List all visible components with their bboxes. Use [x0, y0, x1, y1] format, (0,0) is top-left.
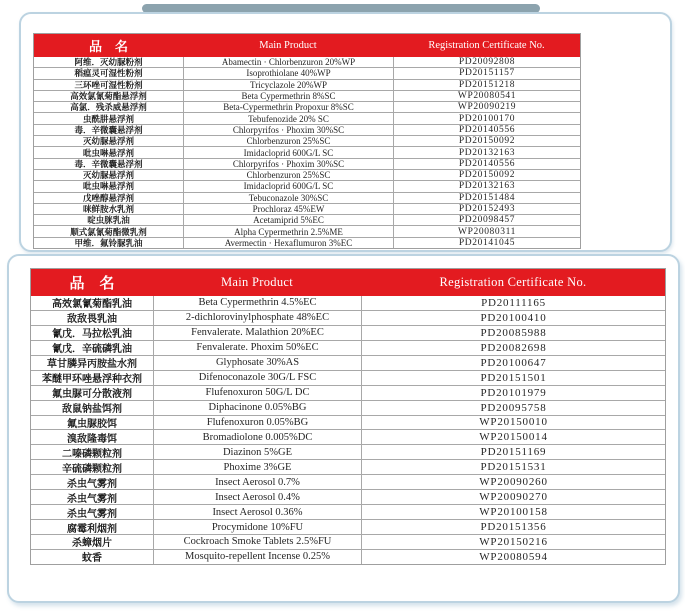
table-row [31, 355, 665, 370]
table-row [34, 180, 580, 191]
cell-product-name-cn: 戊唑醇悬浮剂 [82, 193, 134, 203]
table-row [34, 57, 580, 67]
cell-main-product: Procymidone 10%FU [153, 520, 361, 534]
column-header-product-name-cn: 品 名 [69, 274, 115, 292]
cell-main-product: Chlorbenzuron 25%SC [183, 136, 393, 146]
cell-product-name-cn: 灭幼脲悬浮剂 [82, 171, 134, 181]
column-header-main-product: Main Product [259, 40, 317, 51]
cell-product-name-cn: 蚊香 [82, 553, 102, 564]
table-row [34, 214, 580, 225]
cell-product-name-cn: 虫酰肼悬浮剂 [82, 114, 134, 124]
cell-main-product: Cockroach Smoke Tablets 2.5%FU [153, 535, 361, 549]
table-body [34, 57, 580, 248]
cell-product-name-cn: 苯醚甲环唑悬浮种衣剂 [42, 374, 142, 385]
cell-registration-certificate-no: WP20080311 [393, 226, 580, 236]
cell-main-product: Bromadiolone 0.005%DC [153, 430, 361, 444]
cell-main-product: Phoxime 3%GE [153, 460, 361, 474]
cell-product-name-cn: 氟虫脲胶饵 [67, 418, 117, 430]
table-row [31, 459, 665, 474]
cell-registration-certificate-no: PD20085988 [361, 326, 665, 340]
cell-registration-certificate-no: PD20150092 [393, 170, 580, 180]
column-header-registration-certificate-no: Registration Certificate No. [439, 275, 587, 289]
cell-product-name-cn: 毒．辛微囊悬浮剂 [74, 159, 143, 169]
cell-main-product: Insect Aerosol 0.7% [153, 475, 361, 489]
cell-product-name-cn: 甲维．氟铃脲乳油 [74, 238, 143, 249]
cell-registration-certificate-no: PD20152493 [393, 204, 580, 214]
cell-product-name-cn: 吡虫啉悬浮剂 [82, 182, 134, 192]
table-header-row [34, 34, 580, 57]
cell-registration-certificate-no: WP20090219 [393, 102, 580, 112]
table-row [34, 158, 580, 169]
table-row [34, 67, 580, 78]
table-row [34, 225, 580, 236]
cell-product-name-cn: 灭幼脲悬浮剂 [82, 137, 134, 147]
cell-registration-certificate-no: WP20100158 [361, 505, 665, 519]
cell-registration-certificate-no: PD20140556 [393, 159, 580, 169]
cell-registration-certificate-no: PD20092808 [393, 57, 580, 67]
table-row [31, 474, 665, 489]
cell-product-name-cn: 草甘膦异丙胺盐水剂 [47, 359, 137, 370]
table-row [34, 169, 580, 180]
cell-product-name-cn: 高效氯氰菊酯悬浮剂 [70, 92, 147, 102]
table-row [34, 101, 580, 112]
cell-registration-certificate-no: WP20150014 [361, 430, 665, 444]
cell-main-product: Abamectin · Chlorbenzuron 20%WP [183, 57, 393, 67]
cell-product-name-cn: 敌鼠钠盐饵剂 [62, 404, 122, 415]
cell-registration-certificate-no: WP20150216 [361, 535, 665, 549]
table-row [31, 310, 665, 325]
cell-main-product: Prochloraz 45%EW [183, 204, 393, 214]
cell-registration-certificate-no: PD20111165 [361, 296, 665, 310]
table-row [31, 325, 665, 340]
cell-main-product: Alpha Cypermethrin 2.5%ME [183, 226, 393, 236]
cell-main-product: Chlorpyrifos · Phoxim 30%SC [183, 125, 393, 135]
cell-registration-certificate-no: PD20100647 [361, 356, 665, 370]
cell-registration-certificate-no: WP20150010 [361, 416, 665, 430]
cell-product-name-cn: 杀虫气雾剂 [67, 493, 117, 505]
table-row [34, 135, 580, 146]
table-row [34, 146, 580, 157]
cell-product-name-cn: 咪鲜胺水乳剂 [82, 205, 134, 215]
table-header-row [31, 269, 665, 296]
cell-main-product: Avermectin · Hexaflumuron 3%EC [183, 238, 393, 248]
cell-registration-certificate-no: PD20151501 [361, 371, 665, 385]
cell-product-name-cn: 氰戊．辛硫磷乳油 [52, 344, 132, 355]
table-row [34, 237, 580, 248]
cell-product-name-cn: 高效氯氰菊酯乳油 [52, 299, 132, 310]
registration-table-2 [30, 268, 666, 565]
cell-main-product: Imidacloprid 600G/L SC [183, 181, 393, 191]
cell-main-product: Fenvalerate. Phoxim 50%EC [153, 341, 361, 355]
cell-product-name-cn: 杀虫气雾剂 [67, 508, 117, 520]
cell-product-name-cn: 腐霉利烟剂 [67, 523, 117, 534]
cell-product-name-cn: 溴敌隆毒饵 [67, 433, 117, 445]
cell-main-product: Tebuconazole 30%SC [183, 193, 393, 203]
table-row [34, 192, 580, 203]
cell-main-product: Difenoconazole 30G/L FSC [153, 371, 361, 385]
cell-product-name-cn: 毒．辛微囊悬浮剂 [74, 125, 143, 136]
cell-registration-certificate-no: PD20100170 [393, 113, 580, 123]
table-row [31, 340, 665, 355]
table-body [31, 296, 665, 564]
table-row [31, 385, 665, 400]
table-row [34, 112, 580, 123]
table-row [31, 429, 665, 444]
cell-registration-certificate-no: PD20095758 [361, 401, 665, 415]
cell-product-name-cn: 高氯．残杀威悬浮剂 [70, 103, 147, 113]
cell-product-name-cn: 敌敌畏乳油 [67, 314, 117, 325]
cell-product-name-cn: 稻瘟灵可湿性粉剂 [74, 69, 143, 79]
cell-registration-certificate-no: PD20132163 [393, 147, 580, 157]
table-row [34, 203, 580, 214]
cell-registration-certificate-no: WP20090270 [361, 490, 665, 504]
cell-main-product: Diazinon 5%GE [153, 445, 361, 459]
cell-registration-certificate-no: PD20151218 [393, 80, 580, 90]
cell-main-product: Isoprothiolane 40%WP [183, 68, 393, 78]
cell-registration-certificate-no: PD20151169 [361, 445, 665, 459]
table-row [34, 124, 580, 135]
cell-registration-certificate-no: WP20080541 [393, 91, 580, 101]
cell-registration-certificate-no: PD20141045 [393, 238, 580, 248]
cell-main-product: Acetamiprid 5%EC [183, 215, 393, 225]
table-row [34, 90, 580, 101]
table-row [34, 79, 580, 90]
cell-product-name-cn: 杀虫气雾剂 [67, 478, 117, 490]
cell-main-product: Diphacinone 0.05%BG [153, 401, 361, 415]
cell-product-name-cn: 三环唑可湿性粉剂 [74, 80, 143, 90]
table-row [31, 444, 665, 459]
cell-registration-certificate-no: PD20082698 [361, 341, 665, 355]
table-row [31, 549, 665, 564]
cell-registration-certificate-no: WP20090260 [361, 475, 665, 489]
cell-registration-certificate-no: WP20080594 [361, 550, 665, 564]
cell-product-name-cn: 啶虫脒乳油 [87, 216, 130, 226]
cell-registration-certificate-no: PD20100410 [361, 311, 665, 325]
cell-registration-certificate-no: PD20101979 [361, 386, 665, 400]
cell-main-product: Beta-Cypermethrin Propoxur 8%SC [183, 102, 393, 112]
table-row [31, 400, 665, 415]
cell-main-product: Glyphosate 30%AS [153, 356, 361, 370]
cell-registration-certificate-no: PD20151157 [393, 68, 580, 78]
cell-registration-certificate-no: PD20098457 [393, 215, 580, 225]
cell-main-product: Beta Cypermethrin 4.5%EC [153, 296, 361, 310]
column-header-registration-certificate-no: Registration Certificate No. [428, 40, 545, 51]
table-row [31, 534, 665, 549]
cell-main-product: Beta Cypermethrin 8%SC [183, 91, 393, 101]
cell-main-product: Tebufenozide 20% SC [183, 113, 393, 123]
cell-main-product: Insect Aerosol 0.4% [153, 490, 361, 504]
cell-product-name-cn: 二嗪磷颗粒剂 [62, 448, 122, 460]
cell-main-product: Imidacloprid 600G/L SC [183, 147, 393, 157]
cell-main-product: 2-dichlorovinylphosphate 48%EC [153, 311, 361, 325]
cell-product-name-cn: 阿维．灭幼脲粉剂 [74, 58, 143, 68]
cell-registration-certificate-no: PD20151356 [361, 520, 665, 534]
cell-main-product: Chlorbenzuron 25%SC [183, 170, 393, 180]
table-row [31, 504, 665, 519]
cell-main-product: Mosquito-repellent Incense 0.25% [153, 550, 361, 564]
cell-main-product: Chlorpyrifos · Phoxim 30%SC [183, 159, 393, 169]
cell-product-name-cn: 氟虫脲可分散液剂 [52, 389, 132, 400]
table-row [31, 415, 665, 430]
cell-product-name-cn: 顺式氯氰菊酯微乳剂 [70, 227, 147, 237]
cell-main-product: Flufenoxuron 0.05%BG [153, 416, 361, 430]
cell-main-product: Fenvalerate. Malathion 20%EC [153, 326, 361, 340]
table-row [31, 519, 665, 534]
column-header-product-name-cn: 品 名 [88, 40, 128, 55]
cell-registration-certificate-no: PD20151531 [361, 460, 665, 474]
cell-product-name-cn: 吡虫啉悬浮剂 [82, 148, 134, 158]
registration-table-1 [33, 33, 581, 249]
cell-registration-certificate-no: PD20140556 [393, 125, 580, 135]
column-header-main-product: Main Product [221, 275, 293, 289]
table-row [31, 296, 665, 310]
table-row [31, 489, 665, 504]
cell-main-product: Insect Aerosol 0.36% [153, 505, 361, 519]
cell-product-name-cn: 氰戊．马拉松乳油 [52, 329, 132, 340]
cell-registration-certificate-no: PD20132163 [393, 181, 580, 191]
cell-product-name-cn: 辛硫磷颗粒剂 [62, 463, 122, 475]
cell-registration-certificate-no: PD20151484 [393, 193, 580, 203]
cell-main-product: Flufenoxuron 50G/L DC [153, 386, 361, 400]
cell-registration-certificate-no: PD20150092 [393, 136, 580, 146]
cell-main-product: Tricyclazole 20%WP [183, 80, 393, 90]
cell-product-name-cn: 杀蟑烟片 [72, 538, 112, 549]
table-row [31, 370, 665, 385]
